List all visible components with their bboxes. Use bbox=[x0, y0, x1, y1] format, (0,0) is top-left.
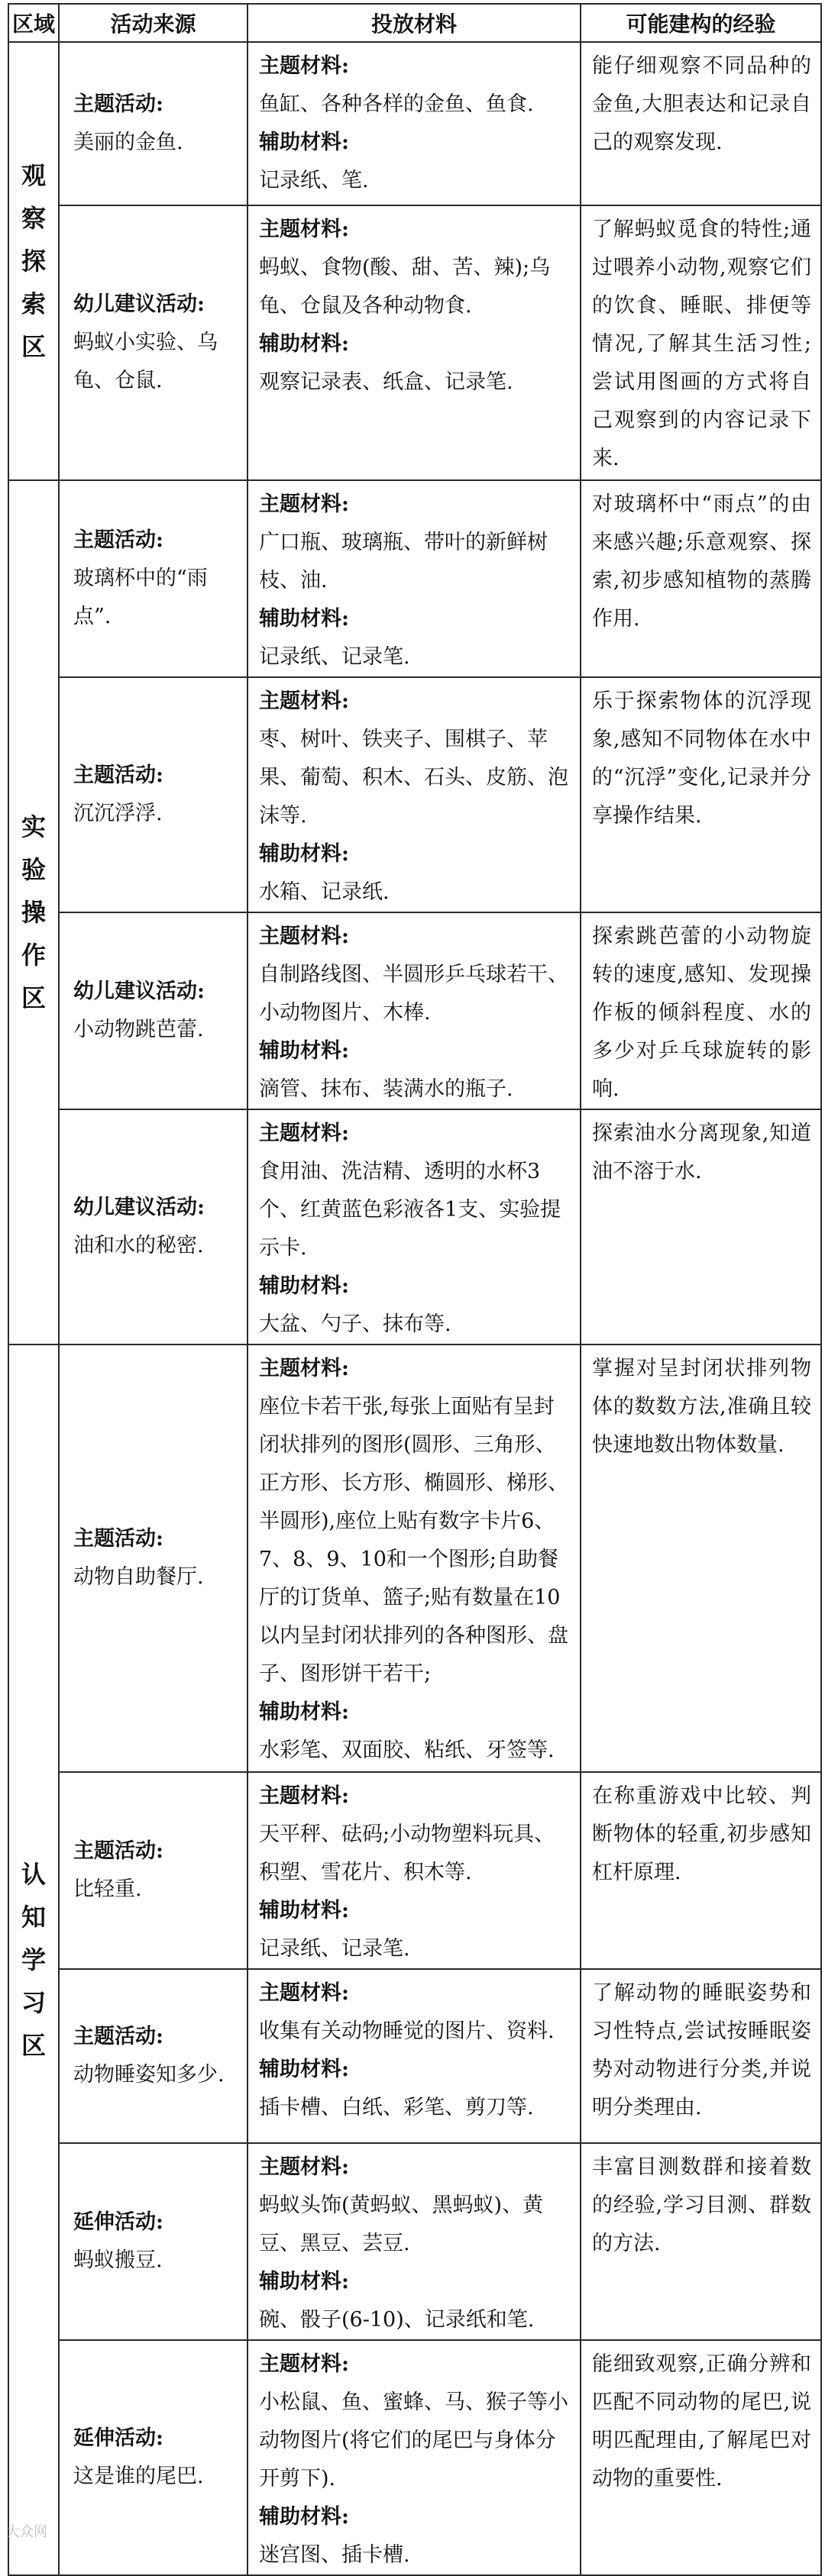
table-row bbox=[8, 1969, 821, 2143]
aux-materials-text: 水彩笔、双面胶、粘纸、牙签等. bbox=[259, 1738, 555, 1762]
main-materials-label: 主题材料: bbox=[259, 689, 349, 713]
main-materials-text: 自制路线图、半圆形乒乓球若干、小动物图片、木棒. bbox=[259, 963, 568, 1025]
main-materials-label: 主题材料: bbox=[259, 1784, 349, 1808]
main-materials-label: 主题材料: bbox=[259, 2352, 349, 2376]
source-cell bbox=[59, 1109, 247, 1344]
materials-cell bbox=[247, 1109, 581, 1344]
source-text: 这是谁的尾巴. bbox=[73, 2465, 204, 2488]
table-row bbox=[8, 1772, 821, 1969]
aux-materials-label: 辅助材料: bbox=[259, 1899, 349, 1922]
source-text: 沉沉浮浮. bbox=[73, 802, 163, 825]
aux-materials-text: 记录纸、笔. bbox=[259, 169, 369, 192]
area-label: 观察探索区 bbox=[21, 161, 46, 361]
table-row bbox=[8, 677, 821, 912]
source-text: 蚂蚁搬豆. bbox=[73, 2248, 163, 2272]
aux-materials-label: 辅助材料: bbox=[259, 1039, 349, 1063]
table-row bbox=[8, 1344, 821, 1772]
source-text: 比轻重. bbox=[73, 1877, 142, 1901]
experience-cell: 能仔细观察不同品种的金鱼,大胆表达和记录自己的观察发现. bbox=[581, 42, 821, 205]
area-label: 认知学习区 bbox=[21, 1860, 46, 2060]
source-label: 主题活动: bbox=[73, 1839, 163, 1863]
source-text: 美丽的金鱼. bbox=[73, 131, 183, 154]
experience-cell: 丰富目测数群和接着数的经验,学习目测、群数的方法. bbox=[581, 2143, 821, 2340]
source-label: 幼儿建议活动: bbox=[73, 1196, 205, 1219]
source-cell bbox=[59, 912, 247, 1109]
source-text: 动物自助餐厅. bbox=[73, 1565, 204, 1589]
experience-cell: 探索油水分离现象,知道油不溶于水. bbox=[581, 1109, 821, 1344]
main-materials-text: 天平秤、砝码;小动物塑料玩具、积塑、雪花片、积木等. bbox=[259, 1822, 555, 1884]
materials-cell bbox=[247, 1969, 581, 2143]
source-label: 延伸活动: bbox=[73, 2426, 163, 2450]
materials-cell bbox=[247, 912, 581, 1109]
table-row bbox=[8, 42, 821, 205]
area-label: 实验操作区 bbox=[21, 812, 46, 1012]
source-text: 小动物跳芭蕾. bbox=[73, 1018, 204, 1041]
source-label: 主题活动: bbox=[73, 763, 163, 787]
aux-materials-label: 辅助材料: bbox=[259, 2505, 349, 2529]
source-cell bbox=[59, 205, 247, 480]
source-cell bbox=[59, 1344, 247, 1772]
main-materials-label: 主题材料: bbox=[259, 218, 349, 241]
aux-materials-label: 辅助材料: bbox=[259, 2270, 349, 2294]
source-cell bbox=[59, 1772, 247, 1969]
aux-materials-label: 辅助材料: bbox=[259, 1700, 349, 1724]
main-materials-label: 主题材料: bbox=[259, 925, 349, 948]
aux-materials-text: 滴管、抹布、装满水的瓶子. bbox=[259, 1077, 513, 1101]
aux-materials-text: 记录纸、记录笔. bbox=[259, 645, 410, 669]
source-text: 蚂蚁小实验、乌龟、仓鼠. bbox=[73, 331, 218, 392]
aux-materials-label: 辅助材料: bbox=[259, 131, 349, 154]
main-materials-label: 主题材料: bbox=[259, 1981, 349, 2005]
aux-materials-text: 水箱、记录纸. bbox=[259, 880, 390, 904]
main-materials-label: 主题材料: bbox=[259, 2155, 349, 2179]
aux-materials-label: 辅助材料: bbox=[259, 1274, 349, 1298]
main-materials-text: 食用油、洗洁精、透明的水杯3个、红黄蓝色彩液各1支、实验提示卡. bbox=[259, 1160, 561, 1260]
experience-cell: 掌握对呈封闭状排列物体的数数方法,准确且较快速地数出物体数量. bbox=[581, 1344, 821, 1772]
experience-cell: 对玻璃杯中“雨点”的由来感兴趣;乐意观察、探索,初步感知植物的蒸腾作用. bbox=[581, 480, 821, 677]
main-materials-label: 主题材料: bbox=[259, 54, 349, 78]
aux-materials-label: 辅助材料: bbox=[259, 332, 349, 356]
watermark: 大众网 bbox=[6, 2524, 47, 2540]
aux-materials-text: 碗、骰子(6-10)、记录纸和笔. bbox=[259, 2308, 535, 2332]
materials-cell bbox=[247, 1344, 581, 1772]
header-area: 区域 bbox=[8, 4, 59, 42]
materials-cell bbox=[247, 677, 581, 912]
source-label: 主题活动: bbox=[73, 1527, 163, 1551]
source-text: 玻璃杯中的“雨点”. bbox=[73, 567, 208, 628]
source-label: 幼儿建议活动: bbox=[73, 980, 205, 1003]
main-materials-label: 主题材料: bbox=[259, 1357, 349, 1380]
table-row bbox=[8, 205, 821, 480]
table-header-row bbox=[8, 4, 821, 42]
materials-cell bbox=[247, 2143, 581, 2340]
main-materials-text: 蚂蚁头饰(黄蚂蚁、黑蚂蚁)、黄豆、黑豆、芸豆. bbox=[259, 2193, 544, 2255]
materials-cell bbox=[247, 205, 581, 480]
experience-cell: 了解动物的睡眠姿势和习性特点,尝试按睡眠姿势对动物进行分类,并说明分类理由. bbox=[581, 1969, 821, 2143]
main-materials-text: 蚂蚁、食物(酸、甜、苦、辣);乌龟、仓鼠及各种动物食. bbox=[259, 256, 551, 318]
source-cell bbox=[59, 677, 247, 912]
source-label: 主题活动: bbox=[73, 528, 163, 552]
table-row bbox=[8, 1109, 821, 1344]
source-label: 幼儿建议活动: bbox=[73, 292, 205, 316]
materials-cell bbox=[247, 1772, 581, 1969]
source-text: 油和水的秘密. bbox=[73, 1234, 204, 1257]
aux-materials-label: 辅助材料: bbox=[259, 2058, 349, 2081]
main-materials-text: 广口瓶、玻璃瓶、带叶的新鲜树枝、油. bbox=[259, 531, 548, 592]
area-cell bbox=[8, 480, 59, 1344]
aux-materials-label: 辅助材料: bbox=[259, 607, 349, 631]
area-cell bbox=[8, 42, 59, 480]
main-materials-text: 小松鼠、鱼、蜜蜂、马、猴子等小动物图片(将它们的尾巴与身体分开剪下). bbox=[259, 2390, 568, 2490]
experience-cell: 能细致观察,正确分辨和匹配不同动物的尾巴,说明匹配理由,了解尾巴对动物的重要性. bbox=[581, 2340, 821, 2575]
experience-cell: 乐于探索物体的沉浮现象,感知不同物体在水中的“沉浮”变化,记录并分享操作结果. bbox=[581, 677, 821, 912]
source-cell bbox=[59, 2143, 247, 2340]
source-label: 延伸活动: bbox=[73, 2210, 163, 2234]
main-materials-label: 主题材料: bbox=[259, 492, 349, 516]
source-text: 动物睡姿知多少. bbox=[73, 2063, 225, 2087]
aux-materials-text: 插卡槽、白纸、彩笔、剪刀等. bbox=[259, 2096, 534, 2119]
aux-materials-text: 记录纸、记录笔. bbox=[259, 1937, 410, 1961]
materials-cell bbox=[247, 2340, 581, 2575]
experience-cell: 在称重游戏中比较、判断物体的轻重,初步感知杠杆原理. bbox=[581, 1772, 821, 1969]
source-cell bbox=[59, 42, 247, 205]
main-materials-text: 鱼缸、各种各样的金鱼、鱼食. bbox=[259, 92, 534, 116]
main-materials-text: 座位卡若干张,每张上面贴有呈封闭状排列的图形(圆形、三角形、正方形、长方形、椭圆形、梯形、半圆形),座位上贴有数字卡片6、7、8、9、10和一个图形;自助餐厅的订货单、篮子;贴有数量在10以内呈封闭状排列的各种图形、盘子、图形饼干若干; bbox=[259, 1395, 568, 1686]
activity-materials-table bbox=[8, 3, 822, 2576]
main-materials-label: 主题材料: bbox=[259, 1122, 349, 1145]
header-source: 活动来源 bbox=[59, 4, 247, 42]
materials-cell bbox=[247, 480, 581, 677]
main-materials-text: 收集有关动物睡觉的图片、资料. bbox=[259, 2019, 555, 2043]
source-label: 主题活动: bbox=[73, 92, 163, 116]
source-label: 主题活动: bbox=[73, 2025, 163, 2048]
experience-cell: 探索跳芭蕾的小动物旋转的速度,感知、发现操作板的倾斜程度、水的多少对乒乓球旋转的影响. bbox=[581, 912, 821, 1109]
aux-materials-text: 大盆、勺子、抹布等. bbox=[259, 1312, 451, 1336]
source-cell bbox=[59, 480, 247, 677]
header-materials: 投放材料 bbox=[247, 4, 581, 42]
table-row bbox=[8, 2143, 821, 2340]
experience-cell: 了解蚂蚁觅食的特性;通过喂养小动物,观察它们的饮食、睡眠、排便等情况,了解其生活习性;尝试用图画的方式将自己观察到的内容记录下来. bbox=[581, 205, 821, 480]
main-materials-text: 枣、树叶、铁夹子、围棋子、苹果、葡萄、积木、石头、皮筋、泡沫等. bbox=[259, 728, 568, 828]
source-cell bbox=[59, 1969, 247, 2143]
materials-cell bbox=[247, 42, 581, 205]
aux-materials-text: 迷宫图、插卡槽. bbox=[259, 2543, 410, 2567]
table-row bbox=[8, 480, 821, 677]
source-cell bbox=[59, 2340, 247, 2575]
table-row bbox=[8, 2340, 821, 2575]
aux-materials-text: 观察记录表、纸盒、记录笔. bbox=[259, 370, 513, 394]
aux-materials-label: 辅助材料: bbox=[259, 842, 349, 866]
header-experience: 可能建构的经验 bbox=[581, 4, 821, 42]
area-cell bbox=[8, 1344, 59, 2575]
table-row bbox=[8, 912, 821, 1109]
